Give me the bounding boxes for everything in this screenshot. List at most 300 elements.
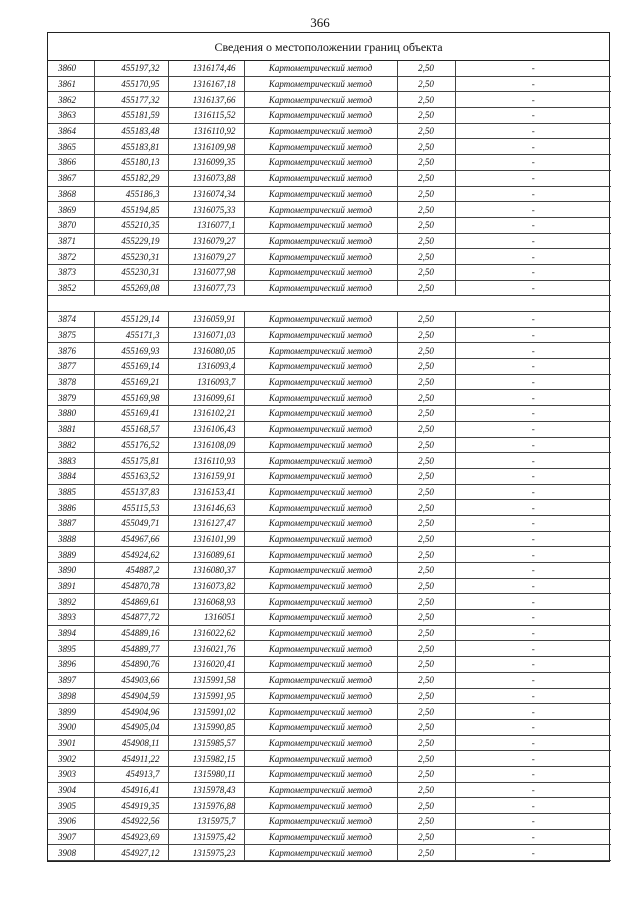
method-cell: Картометрический метод <box>244 170 397 186</box>
y-coordinate-cell: 1316051 <box>168 610 244 626</box>
point-number-cell: 3903 <box>48 766 94 782</box>
x-coordinate-cell: 455177,32 <box>94 92 168 108</box>
y-coordinate-cell: 1316080,37 <box>168 563 244 579</box>
method-cell: Картометрический метод <box>244 61 397 76</box>
coordinates-table-body <box>48 61 611 861</box>
group-separator-row <box>48 296 611 312</box>
method-cell: Картометрический метод <box>244 343 397 359</box>
x-coordinate-cell: 454903,66 <box>94 672 168 688</box>
description-cell: - <box>455 312 611 328</box>
point-number-cell: 3884 <box>48 468 94 484</box>
table-row <box>48 782 611 798</box>
method-cell: Картометрический метод <box>244 782 397 798</box>
method-cell: Картометрический метод <box>244 468 397 484</box>
point-number-cell: 3864 <box>48 123 94 139</box>
method-cell: Картометрический метод <box>244 625 397 641</box>
method-cell: Картометрический метод <box>244 406 397 422</box>
method-cell: Картометрический метод <box>244 798 397 814</box>
y-coordinate-cell: 1316020,41 <box>168 657 244 673</box>
table-row <box>48 359 611 375</box>
point-number-cell: 3894 <box>48 625 94 641</box>
accuracy-cell: 2,50 <box>397 578 455 594</box>
table-row <box>48 76 611 92</box>
method-cell: Картометрический метод <box>244 531 397 547</box>
description-cell: - <box>455 735 611 751</box>
x-coordinate-cell: 454870,78 <box>94 578 168 594</box>
method-cell: Картометрический метод <box>244 280 397 296</box>
x-coordinate-cell: 455129,14 <box>94 312 168 328</box>
boundary-table-sheet <box>47 32 610 862</box>
description-cell: - <box>455 61 611 76</box>
description-cell: - <box>455 672 611 688</box>
x-coordinate-cell: 455180,13 <box>94 155 168 171</box>
table-row <box>48 343 611 359</box>
y-coordinate-cell: 1316077,1 <box>168 217 244 233</box>
table-row <box>48 594 611 610</box>
method-cell: Картометрический метод <box>244 155 397 171</box>
table-row <box>48 108 611 124</box>
point-number-cell: 3876 <box>48 343 94 359</box>
y-coordinate-cell: 1316073,82 <box>168 578 244 594</box>
table-row <box>48 641 611 657</box>
point-number-cell: 3902 <box>48 751 94 767</box>
accuracy-cell: 2,50 <box>397 782 455 798</box>
accuracy-cell: 2,50 <box>397 249 455 265</box>
method-cell: Картометрический метод <box>244 233 397 249</box>
table-row <box>48 421 611 437</box>
point-number-cell: 3867 <box>48 170 94 186</box>
accuracy-cell: 2,50 <box>397 327 455 343</box>
x-coordinate-cell: 454887,2 <box>94 563 168 579</box>
method-cell: Картометрический метод <box>244 108 397 124</box>
x-coordinate-cell: 454967,66 <box>94 531 168 547</box>
point-number-cell: 3874 <box>48 312 94 328</box>
accuracy-cell: 2,50 <box>397 312 455 328</box>
method-cell: Картометрический метод <box>244 751 397 767</box>
y-coordinate-cell: 1315976,88 <box>168 798 244 814</box>
point-number-cell: 3869 <box>48 202 94 218</box>
accuracy-cell: 2,50 <box>397 547 455 563</box>
accuracy-cell: 2,50 <box>397 845 455 861</box>
coordinates-table <box>48 61 611 861</box>
description-cell: - <box>455 92 611 108</box>
table-row <box>48 327 611 343</box>
method-cell: Картометрический метод <box>244 766 397 782</box>
description-cell: - <box>455 108 611 124</box>
y-coordinate-cell: 1315982,15 <box>168 751 244 767</box>
x-coordinate-cell: 455169,41 <box>94 406 168 422</box>
x-coordinate-cell: 455229,19 <box>94 233 168 249</box>
y-coordinate-cell: 1316068,93 <box>168 594 244 610</box>
table-row <box>48 610 611 626</box>
table-row <box>48 390 611 406</box>
method-cell: Картометрический метод <box>244 563 397 579</box>
y-coordinate-cell: 1316106,43 <box>168 421 244 437</box>
accuracy-cell: 2,50 <box>397 233 455 249</box>
y-coordinate-cell: 1315991,58 <box>168 672 244 688</box>
method-cell: Картометрический метод <box>244 437 397 453</box>
y-coordinate-cell: 1316079,27 <box>168 249 244 265</box>
y-coordinate-cell: 1316089,61 <box>168 547 244 563</box>
description-cell: - <box>455 814 611 830</box>
y-coordinate-cell: 1315975,23 <box>168 845 244 861</box>
point-number-cell: 3899 <box>48 704 94 720</box>
y-coordinate-cell: 1315991,95 <box>168 688 244 704</box>
method-cell: Картометрический метод <box>244 641 397 657</box>
x-coordinate-cell: 455169,98 <box>94 390 168 406</box>
y-coordinate-cell: 1315978,43 <box>168 782 244 798</box>
y-coordinate-cell: 1316099,35 <box>168 155 244 171</box>
accuracy-cell: 2,50 <box>397 108 455 124</box>
accuracy-cell: 2,50 <box>397 61 455 76</box>
x-coordinate-cell: 454890,76 <box>94 657 168 673</box>
table-row <box>48 578 611 594</box>
y-coordinate-cell: 1316159,91 <box>168 468 244 484</box>
method-cell: Картометрический метод <box>244 327 397 343</box>
x-coordinate-cell: 455230,31 <box>94 249 168 265</box>
accuracy-cell: 2,50 <box>397 704 455 720</box>
y-coordinate-cell: 1316153,41 <box>168 484 244 500</box>
y-coordinate-cell: 1315985,57 <box>168 735 244 751</box>
y-coordinate-cell: 1316109,98 <box>168 139 244 155</box>
description-cell: - <box>455 374 611 390</box>
table-row <box>48 186 611 202</box>
accuracy-cell: 2,50 <box>397 264 455 280</box>
description-cell: - <box>455 123 611 139</box>
point-number-cell: 3885 <box>48 484 94 500</box>
point-number-cell: 3866 <box>48 155 94 171</box>
y-coordinate-cell: 1316022,62 <box>168 625 244 641</box>
table-row <box>48 61 611 76</box>
x-coordinate-cell: 455169,93 <box>94 343 168 359</box>
point-number-cell: 3882 <box>48 437 94 453</box>
method-cell: Картометрический метод <box>244 672 397 688</box>
description-cell: - <box>455 610 611 626</box>
description-cell: - <box>455 421 611 437</box>
point-number-cell: 3863 <box>48 108 94 124</box>
point-number-cell: 3881 <box>48 421 94 437</box>
x-coordinate-cell: 454913,7 <box>94 766 168 782</box>
x-coordinate-cell: 454919,35 <box>94 798 168 814</box>
accuracy-cell: 2,50 <box>397 594 455 610</box>
point-number-cell: 3873 <box>48 264 94 280</box>
point-number-cell: 3908 <box>48 845 94 861</box>
table-row <box>48 280 611 296</box>
y-coordinate-cell: 1315991,02 <box>168 704 244 720</box>
x-coordinate-cell: 455197,32 <box>94 61 168 76</box>
point-number-cell: 3872 <box>48 249 94 265</box>
table-row <box>48 798 611 814</box>
description-cell: - <box>455 563 611 579</box>
x-coordinate-cell: 455183,48 <box>94 123 168 139</box>
description-cell: - <box>455 484 611 500</box>
x-coordinate-cell: 455269,08 <box>94 280 168 296</box>
method-cell: Картометрический метод <box>244 249 397 265</box>
y-coordinate-cell: 1316110,92 <box>168 123 244 139</box>
method-cell: Картометрический метод <box>244 202 397 218</box>
point-number-cell: 3901 <box>48 735 94 751</box>
point-number-cell: 3886 <box>48 500 94 516</box>
description-cell: - <box>455 249 611 265</box>
accuracy-cell: 2,50 <box>397 500 455 516</box>
description-cell: - <box>455 641 611 657</box>
description-cell: - <box>455 578 611 594</box>
method-cell: Картометрический метод <box>244 453 397 469</box>
description-cell: - <box>455 751 611 767</box>
x-coordinate-cell: 454889,16 <box>94 625 168 641</box>
table-row <box>48 515 611 531</box>
accuracy-cell: 2,50 <box>397 641 455 657</box>
method-cell: Картометрический метод <box>244 264 397 280</box>
method-cell: Картометрический метод <box>244 359 397 375</box>
description-cell: - <box>455 170 611 186</box>
description-cell: - <box>455 468 611 484</box>
x-coordinate-cell: 454923,69 <box>94 829 168 845</box>
table-row <box>48 92 611 108</box>
x-coordinate-cell: 454889,77 <box>94 641 168 657</box>
method-cell: Картометрический метод <box>244 547 397 563</box>
method-cell: Картометрический метод <box>244 719 397 735</box>
description-cell: - <box>455 280 611 296</box>
method-cell: Картометрический метод <box>244 92 397 108</box>
y-coordinate-cell: 1316101,99 <box>168 531 244 547</box>
accuracy-cell: 2,50 <box>397 155 455 171</box>
point-number-cell: 3862 <box>48 92 94 108</box>
method-cell: Картометрический метод <box>244 76 397 92</box>
accuracy-cell: 2,50 <box>397 123 455 139</box>
accuracy-cell: 2,50 <box>397 688 455 704</box>
accuracy-cell: 2,50 <box>397 531 455 547</box>
method-cell: Картометрический метод <box>244 704 397 720</box>
accuracy-cell: 2,50 <box>397 76 455 92</box>
table-title: Сведения о местоположении границ объекта <box>48 33 609 61</box>
table-row <box>48 719 611 735</box>
x-coordinate-cell: 455115,53 <box>94 500 168 516</box>
accuracy-cell: 2,50 <box>397 359 455 375</box>
y-coordinate-cell: 1316080,05 <box>168 343 244 359</box>
table-row <box>48 312 611 328</box>
table-row <box>48 829 611 845</box>
y-coordinate-cell: 1315975,42 <box>168 829 244 845</box>
description-cell: - <box>455 657 611 673</box>
y-coordinate-cell: 1315990,85 <box>168 719 244 735</box>
table-row <box>48 563 611 579</box>
table-row <box>48 453 611 469</box>
table-row <box>48 249 611 265</box>
table-row <box>48 625 611 641</box>
accuracy-cell: 2,50 <box>397 170 455 186</box>
x-coordinate-cell: 455163,52 <box>94 468 168 484</box>
description-cell: - <box>455 390 611 406</box>
point-number-cell: 3883 <box>48 453 94 469</box>
x-coordinate-cell: 455171,3 <box>94 327 168 343</box>
method-cell: Картометрический метод <box>244 374 397 390</box>
table-row <box>48 484 611 500</box>
point-number-cell: 3870 <box>48 217 94 233</box>
description-cell: - <box>455 359 611 375</box>
x-coordinate-cell: 454924,62 <box>94 547 168 563</box>
accuracy-cell: 2,50 <box>397 186 455 202</box>
accuracy-cell: 2,50 <box>397 390 455 406</box>
description-cell: - <box>455 688 611 704</box>
table-row <box>48 170 611 186</box>
accuracy-cell: 2,50 <box>397 657 455 673</box>
description-cell: - <box>455 547 611 563</box>
point-number-cell: 3893 <box>48 610 94 626</box>
method-cell: Картометрический метод <box>244 578 397 594</box>
accuracy-cell: 2,50 <box>397 406 455 422</box>
y-coordinate-cell: 1316137,66 <box>168 92 244 108</box>
table-row <box>48 468 611 484</box>
x-coordinate-cell: 454908,11 <box>94 735 168 751</box>
method-cell: Картометрический метод <box>244 484 397 500</box>
point-number-cell: 3896 <box>48 657 94 673</box>
y-coordinate-cell: 1316074,34 <box>168 186 244 202</box>
method-cell: Картометрический метод <box>244 594 397 610</box>
description-cell: - <box>455 704 611 720</box>
y-coordinate-cell: 1316073,88 <box>168 170 244 186</box>
y-coordinate-cell: 1316110,93 <box>168 453 244 469</box>
accuracy-cell: 2,50 <box>397 202 455 218</box>
y-coordinate-cell: 1316059,91 <box>168 312 244 328</box>
accuracy-cell: 2,50 <box>397 610 455 626</box>
accuracy-cell: 2,50 <box>397 625 455 641</box>
method-cell: Картометрический метод <box>244 500 397 516</box>
x-coordinate-cell: 454927,12 <box>94 845 168 861</box>
point-number-cell: 3905 <box>48 798 94 814</box>
description-cell: - <box>455 76 611 92</box>
table-row <box>48 123 611 139</box>
point-number-cell: 3898 <box>48 688 94 704</box>
description-cell: - <box>455 233 611 249</box>
point-number-cell: 3865 <box>48 139 94 155</box>
method-cell: Картометрический метод <box>244 515 397 531</box>
point-number-cell: 3880 <box>48 406 94 422</box>
table-row <box>48 437 611 453</box>
description-cell: - <box>455 139 611 155</box>
x-coordinate-cell: 454916,41 <box>94 782 168 798</box>
point-number-cell: 3891 <box>48 578 94 594</box>
x-coordinate-cell: 454905,04 <box>94 719 168 735</box>
point-number-cell: 3887 <box>48 515 94 531</box>
x-coordinate-cell: 454911,22 <box>94 751 168 767</box>
point-number-cell: 3889 <box>48 547 94 563</box>
table-row <box>48 531 611 547</box>
description-cell: - <box>455 719 611 735</box>
y-coordinate-cell: 1316102,21 <box>168 406 244 422</box>
point-number-cell: 3897 <box>48 672 94 688</box>
method-cell: Картометрический метод <box>244 123 397 139</box>
point-number-cell: 3888 <box>48 531 94 547</box>
x-coordinate-cell: 455194,85 <box>94 202 168 218</box>
table-row <box>48 547 611 563</box>
method-cell: Картометрический метод <box>244 421 397 437</box>
y-coordinate-cell: 1316093,7 <box>168 374 244 390</box>
y-coordinate-cell: 1316021,76 <box>168 641 244 657</box>
method-cell: Картометрический метод <box>244 186 397 202</box>
accuracy-cell: 2,50 <box>397 735 455 751</box>
point-number-cell: 3890 <box>48 563 94 579</box>
accuracy-cell: 2,50 <box>397 798 455 814</box>
accuracy-cell: 2,50 <box>397 484 455 500</box>
description-cell: - <box>455 264 611 280</box>
x-coordinate-cell: 455186,3 <box>94 186 168 202</box>
description-cell: - <box>455 531 611 547</box>
point-number-cell: 3875 <box>48 327 94 343</box>
description-cell: - <box>455 202 611 218</box>
page-number: 366 <box>310 15 330 30</box>
description-cell: - <box>455 406 611 422</box>
point-number-cell: 3895 <box>48 641 94 657</box>
y-coordinate-cell: 1316099,61 <box>168 390 244 406</box>
table-row <box>48 672 611 688</box>
accuracy-cell: 2,50 <box>397 374 455 390</box>
table-row <box>48 688 611 704</box>
x-coordinate-cell: 455175,81 <box>94 453 168 469</box>
description-cell: - <box>455 845 611 861</box>
y-coordinate-cell: 1316075,33 <box>168 202 244 218</box>
accuracy-cell: 2,50 <box>397 437 455 453</box>
method-cell: Картометрический метод <box>244 217 397 233</box>
method-cell: Картометрический метод <box>244 610 397 626</box>
description-cell: - <box>455 766 611 782</box>
method-cell: Картометрический метод <box>244 657 397 673</box>
point-number-cell: 3860 <box>48 61 94 76</box>
x-coordinate-cell: 455181,59 <box>94 108 168 124</box>
x-coordinate-cell: 454922,56 <box>94 814 168 830</box>
accuracy-cell: 2,50 <box>397 92 455 108</box>
accuracy-cell: 2,50 <box>397 515 455 531</box>
accuracy-cell: 2,50 <box>397 719 455 735</box>
point-number-cell: 3861 <box>48 76 94 92</box>
accuracy-cell: 2,50 <box>397 343 455 359</box>
x-coordinate-cell: 455169,14 <box>94 359 168 375</box>
table-row <box>48 202 611 218</box>
y-coordinate-cell: 1316093,4 <box>168 359 244 375</box>
method-cell: Картометрический метод <box>244 814 397 830</box>
accuracy-cell: 2,50 <box>397 829 455 845</box>
description-cell: - <box>455 625 611 641</box>
accuracy-cell: 2,50 <box>397 280 455 296</box>
description-cell: - <box>455 798 611 814</box>
method-cell: Картометрический метод <box>244 390 397 406</box>
x-coordinate-cell: 455230,31 <box>94 264 168 280</box>
point-number-cell: 3868 <box>48 186 94 202</box>
table-row <box>48 814 611 830</box>
method-cell: Картометрический метод <box>244 735 397 751</box>
y-coordinate-cell: 1315980,11 <box>168 766 244 782</box>
accuracy-cell: 2,50 <box>397 421 455 437</box>
point-number-cell: 3878 <box>48 374 94 390</box>
table-row <box>48 735 611 751</box>
point-number-cell: 3852 <box>48 280 94 296</box>
description-cell: - <box>455 437 611 453</box>
y-coordinate-cell: 1316108,09 <box>168 437 244 453</box>
description-cell: - <box>455 500 611 516</box>
description-cell: - <box>455 594 611 610</box>
accuracy-cell: 2,50 <box>397 814 455 830</box>
x-coordinate-cell: 455169,21 <box>94 374 168 390</box>
y-coordinate-cell: 1316077,98 <box>168 264 244 280</box>
y-coordinate-cell: 1316077,73 <box>168 280 244 296</box>
description-cell: - <box>455 343 611 359</box>
x-coordinate-cell: 454904,96 <box>94 704 168 720</box>
table-row <box>48 139 611 155</box>
description-cell: - <box>455 453 611 469</box>
description-cell: - <box>455 186 611 202</box>
table-row <box>48 406 611 422</box>
accuracy-cell: 2,50 <box>397 766 455 782</box>
